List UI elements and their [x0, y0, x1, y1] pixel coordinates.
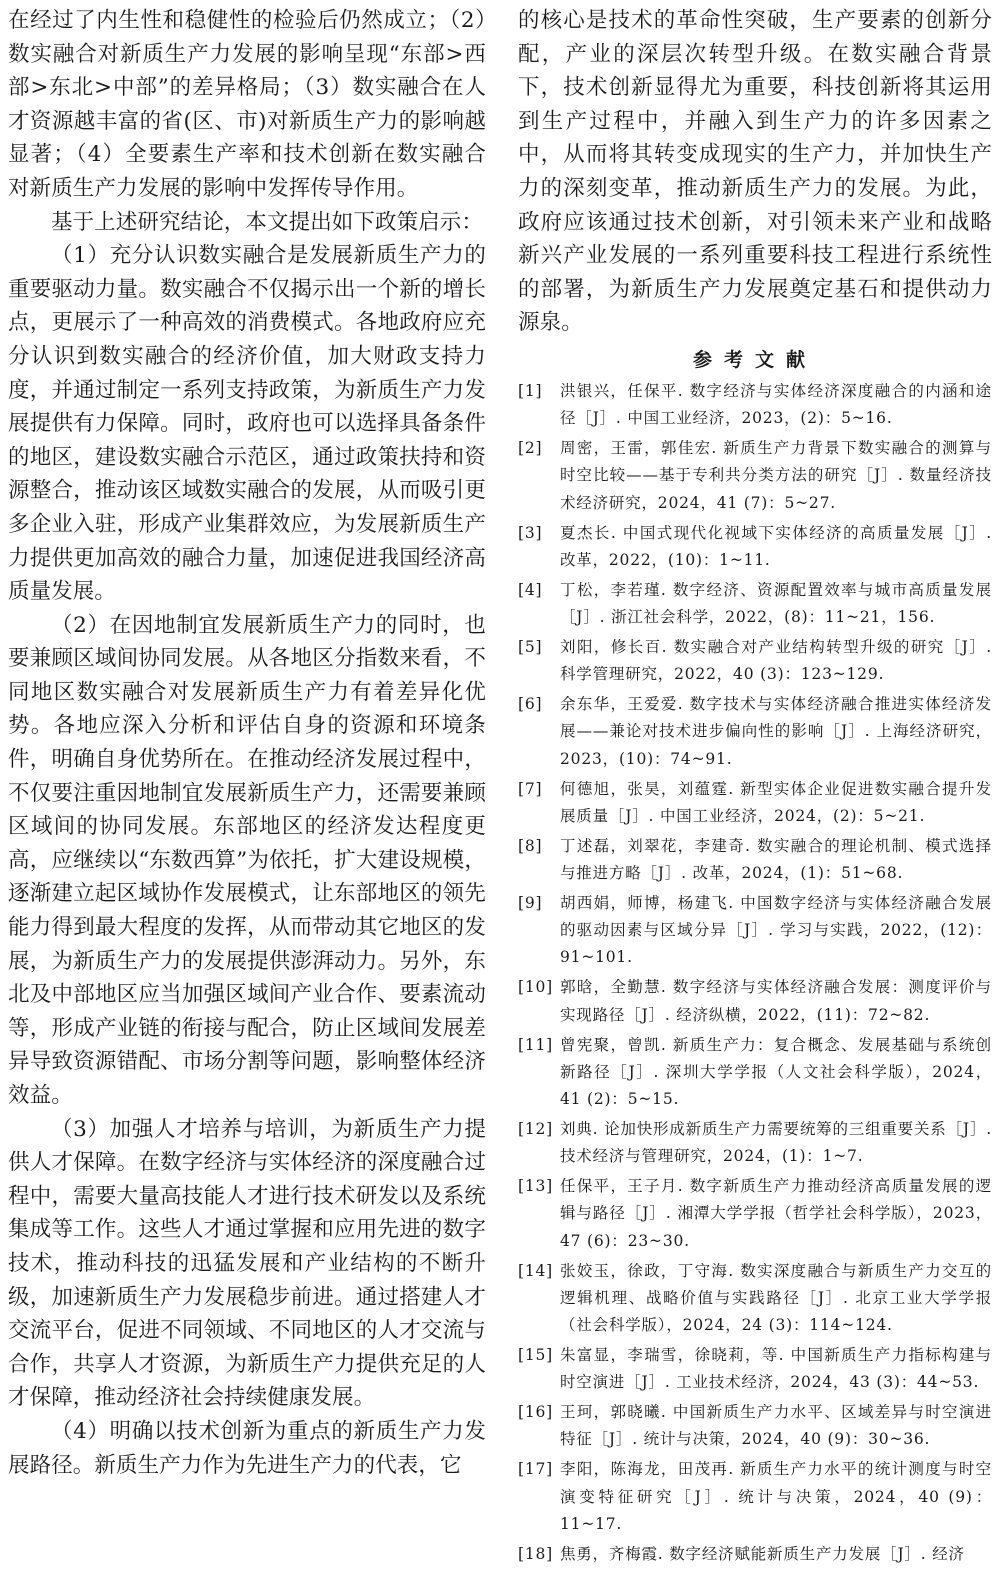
reference-number: [5]: [518, 637, 543, 656]
reference-number: [9]: [518, 893, 543, 912]
reference-number: [10]: [518, 978, 554, 997]
reference-number: [3]: [518, 523, 543, 542]
reference-number: [8]: [518, 836, 543, 855]
paragraph: （2）在因地制宜发展新质生产力的同时，也要兼顾区域间协同发展。从各地区分指数来看，不同地区数实融合对发展新质生产力有着差异化优势。各地应深入分析和评估自身的资源和环境条件，明确自身优势所在。在推动经济发展过程中，不仅要注重因地制宜发展新质生产力，还需要兼顾区域间的协同发展。东部地区的经济发达程度更高，应继续以“东数西算”为依托，扩大建设规模，逐渐建立起区域协作发展模式，让东部地区的领先能力得到最大程度的发挥，从而带动其它地区的发展，为新质生产力的发展提供澎湃动力。另外，东北及中部地区应当加强区域间产业合作、要素流动等，形成产业链的衔接与配合，防止区域间发展差异导致资源错配、市场分割等问题，影响整体经济效益。: [8, 612, 486, 1108]
reference-number: [2]: [518, 439, 543, 458]
reference-number: [6]: [518, 695, 543, 714]
reference-number: [12]: [518, 1119, 554, 1138]
paragraph: 基于上述研究结论，本文提出如下政策启示：: [51, 209, 484, 235]
reference-number: [15]: [518, 1346, 554, 1364]
reference-item: [518, 1541, 992, 1568]
reference-item: [518, 435, 992, 517]
reference-item: [518, 776, 992, 830]
right-column: [518, 4, 992, 1571]
reference-number: [11]: [518, 1035, 554, 1054]
reference-text: 何德旭，张昊，刘蕴霆. 新型实体企业促进数实融合提升发展质量［J］. 中国工业经济，2024，(2)：5~21.: [560, 779, 992, 825]
reference-number: [1]: [518, 381, 543, 400]
reference-number: [14]: [518, 1261, 554, 1280]
reference-text: 李阳，陈海龙，田茂再. 新质生产力水平的统计测度与时空演变特征研究［J］. 统计与决策，2024，40 (9)：11~17.: [560, 1460, 992, 1533]
reference-item: [518, 577, 992, 631]
reference-text: 曾宪聚，曾凯. 新质生产力：复合概念、发展基础与系统创新路径［J］. 深圳大学学报（人文社会科学版），2024，41 (2)：5~15.: [560, 1035, 992, 1108]
reference-item: [518, 691, 992, 773]
reference-text: 余东华，王爱爱. 数字技术与实体经济融合推进实体经济发展——兼论对技术进步偏向性的影响［J］. 上海经济研究，2023，(10)：74~91.: [560, 695, 992, 768]
right-column-body: [518, 4, 992, 340]
reference-text: 焦勇，齐梅霞. 数字经济赋能新质生产力发展［J］. 经济: [560, 1544, 965, 1563]
reference-item: [518, 1456, 992, 1538]
reference-item: [518, 1116, 992, 1170]
reference-text: 洪银兴，任保平. 数字经济与实体经济深度融合的内涵和途径［J］. 中国工业经济，2023，(2)：5~16.: [560, 381, 992, 428]
reference-item: [518, 378, 992, 432]
reference-item: [518, 520, 992, 574]
reference-text: 张姣玉，徐政，丁守海. 数实深度融合与新质生产力交互的逻辑机理、战略价值与实践路径［J］. 北京工业大学学报（社会科学版），2024，24 (3)：114~124.: [560, 1261, 992, 1334]
reference-item: [518, 833, 992, 887]
reference-item: [518, 634, 992, 688]
reference-text: 刘典. 论加快形成新质生产力需要统筹的三组重要关系［J］. 技术经济与管理研究，2024，(1)：1~7.: [560, 1119, 992, 1166]
reference-text: 周密，王雷，郭佳宏. 新质生产力背景下数实融合的测算与时空比较——基于专利共分类方法的研究［J］. 数量经济技术经济研究，2024，41 (7)：5~27.: [560, 439, 992, 512]
reference-number: [4]: [518, 580, 543, 599]
paragraph: （3）加强人才培养与培训，为新质生产力提供人才保障。在数字经济与实体经济的深度融合过程中，需要大量高技能人才进行技术研发以及系统集成等工作。这些人才通过掌握和应用先进的数字技术，推动科技的迅猛发展和产业结构的不断升级，加速新质生产力发展稳步前进。通过搭建人才交流平台，促进不同领域、不同地区的人才交流与合作，共享人才资源，为新质生产力提供充足的人才保障，推动经济社会持续健康发展。: [8, 1116, 486, 1411]
reference-text: 朱富显，李瑞雪，徐晓莉，等. 中国新质生产力指标构建与时空演进［J］. 工业技术经济，2024，43 (3)：44~53.: [560, 1346, 992, 1392]
reference-item: [518, 1399, 992, 1453]
reference-item: [518, 1342, 992, 1396]
references-list: [518, 378, 992, 1568]
reference-text: 王珂，郭晓曦. 中国新质生产力水平、区域差异与时空演进特征［J］. 统计与决策，2024，40 (9)：30~36.: [560, 1403, 992, 1449]
reference-item: [518, 974, 992, 1028]
reference-text: 丁述磊，刘翠花，李建奇. 数实融合的理论机制、模式选择与推进方略［J］. 改革，2024，(1)：51~68.: [560, 836, 992, 882]
reference-item: [518, 1032, 992, 1114]
paragraph: （1）充分认识数实融合是发展新质生产力的重要驱动力量。数实融合不仅揭示出一个新的增长点，更展示了一种高效的消费模式。各地政府应充分认识到数实融合的经济价值，加大财政支持力度，并通过制定一系列支持政策，为新质生产力发展提供有力保障。同时，政府也可以选择具备条件的地区，建设数实融合示范区，通过政策扶持和资源整合，推动该区域数实融合的发展，从而吸引更多企业入驻，形成产业集群效应，为发展新质生产力提供更加高效的融合力量，加速促进我国经济高质量发展。: [8, 243, 486, 605]
left-column: [8, 4, 486, 1482]
reference-number: [16]: [518, 1403, 554, 1422]
reference-number: [18]: [518, 1544, 554, 1563]
reference-item: [518, 1173, 992, 1255]
reference-text: 胡西娟，师博，杨建飞. 中国数字经济与实体经济融合发展的驱动因素与区域分异［J］. 学习与实践，2022，(12)：91~101.: [560, 893, 992, 967]
reference-item: [518, 1258, 992, 1340]
reference-text: 夏杰长. 中国式现代化视域下实体经济的高质量发展［J］. 改革，2022，(10)：1~11.: [560, 523, 992, 569]
paragraph: （4）明确以技术创新为重点的新质生产力发展路径。新质生产力作为先进生产力的代表，它: [8, 1418, 486, 1478]
reference-text: 丁松，李若瑾. 数字经济、资源配置效率与城市高质量发展［J］. 浙江社会科学，2022，(8)：11~21，156.: [560, 580, 992, 626]
reference-number: [13]: [518, 1177, 554, 1196]
reference-text: 刘阳，修长百. 数实融合对产业结构转型升级的研究［J］. 科学管理研究，2022，40 (3)：123~129.: [560, 637, 992, 684]
reference-number: [17]: [518, 1460, 554, 1479]
references-title: 参考文献: [692, 348, 817, 371]
reference-number: [7]: [518, 779, 543, 798]
paragraph: 的核心是技术的革命性突破，生产要素的创新分配，产业的深层次转型升级。在数实融合背景下，技术创新显得尤为重要，科技创新将其运用到生产过程中，并融入到生产力的许多因素之中，从而将其转变成现实的生产力，并加快生产力的深刻变革，推动新质生产力的发展。为此，政府应该通过技术创新，对引领未来产业和战略新兴产业发展的一系列重要科技工程进行系统性的部署，为新质生产力发展奠定基石和提供动力源泉。: [518, 8, 992, 336]
reference-text: 任保平，王子月. 数字新质生产力推动经济高质量发展的逻辑与路径［J］. 湘潭大学学报（哲学社会科学版），2023，47 (6)：23~30.: [560, 1177, 992, 1250]
paragraph: 在经过了内生性和稳健性的检验后仍然成立；（2）数实融合对新质生产力发展的影响呈现“东部>西部>东北>中部”的差异格局；（3）数实融合在人才资源越丰富的省(区、市)对新质生产力的影响越显著；（4）全要素生产率和技术创新在数实融合对新质生产力发展的影响中发挥传导作用。: [8, 8, 486, 201]
reference-text: 郭晗，全勤慧. 数字经济与实体经济融合发展：测度评价与实现路径［J］. 经济纵横，2022，(11)：72~82.: [560, 978, 992, 1024]
reference-item: [518, 890, 992, 972]
